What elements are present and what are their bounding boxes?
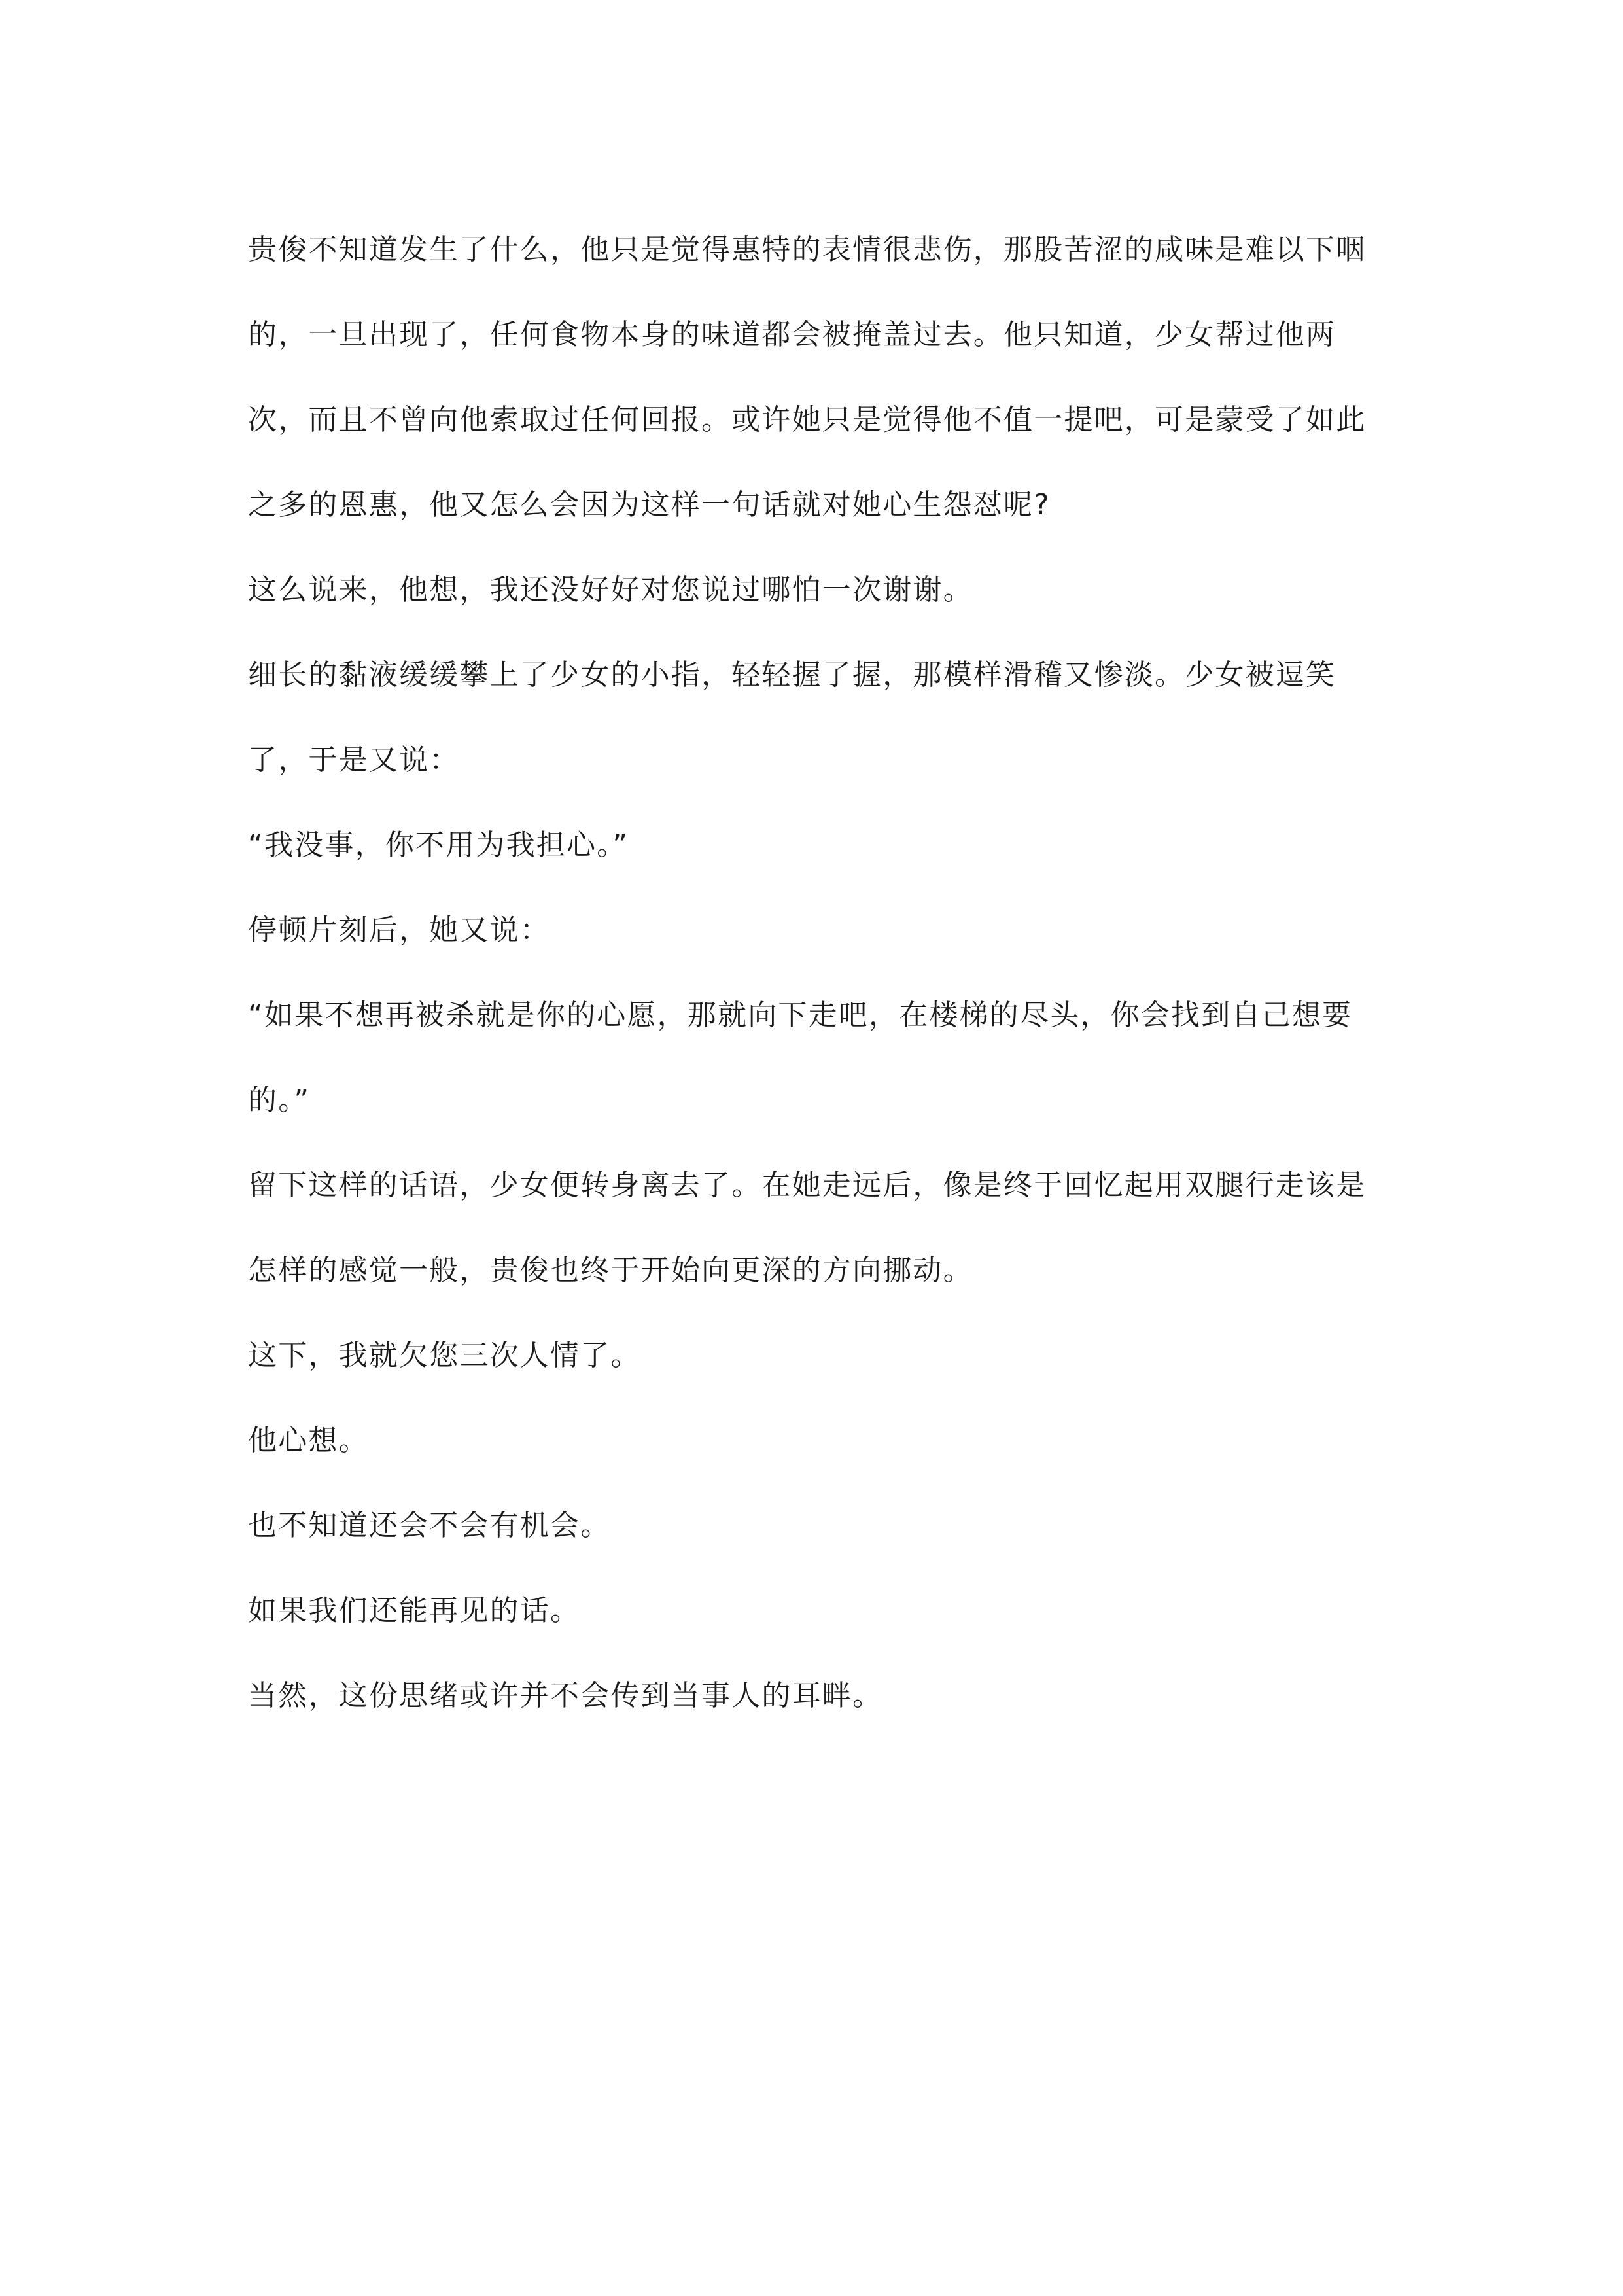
paragraph: 停顿片刻后，她又说： [248, 913, 550, 947]
paragraph: 当然，这份思绪或许并不会传到当事人的耳畔。 [248, 1679, 883, 1712]
paragraph: 他心想。 [248, 1424, 369, 1457]
paragraph: “我没事，你不用为我担心。” [248, 828, 629, 862]
paragraph: 留下这样的话语，少女便转身离去了。在她走远后，像是终于回忆起用双腿行走该是怎样的感觉一般，贵俊也终于开始向更深的方向挪动。 [248, 1169, 1367, 1287]
paragraph: 如果我们还能再见的话。 [248, 1594, 581, 1627]
paragraph: 这么说来，他想，我还没好好对您说过哪怕一次谢谢。 [248, 573, 973, 607]
paragraph: 这下，我就欠您三次人情了。 [248, 1339, 641, 1372]
paragraph: 细长的黏液缓缓攀上了少女的小指，轻轻握了握，那模样滑稽又惨淡。少女被逗笑了，于是又说： [248, 658, 1336, 777]
paragraph: “如果不想再被杀就是你的心愿，那就向下走吧，在楼梯的尽头，你会找到自己想要的。” [248, 998, 1353, 1117]
body-text [248, 207, 1379, 1739]
paragraph: 也不知道还会不会有机会。 [248, 1509, 611, 1542]
paragraph: 贵俊不知道发生了什么，他只是觉得惠特的表情很悲伤，那股苦涩的咸味是难以下咽的，一旦出现了，任何食物本身的味道都会被掩盖过去。他只知道，少女帮过他两次，而且不曾向他索取过任何回报。或许她只是觉得他不值一提吧，可是蒙受了如此之多的恩惠，他又怎么会因为这样一句话就对她心生怨怼呢? [248, 233, 1367, 521]
